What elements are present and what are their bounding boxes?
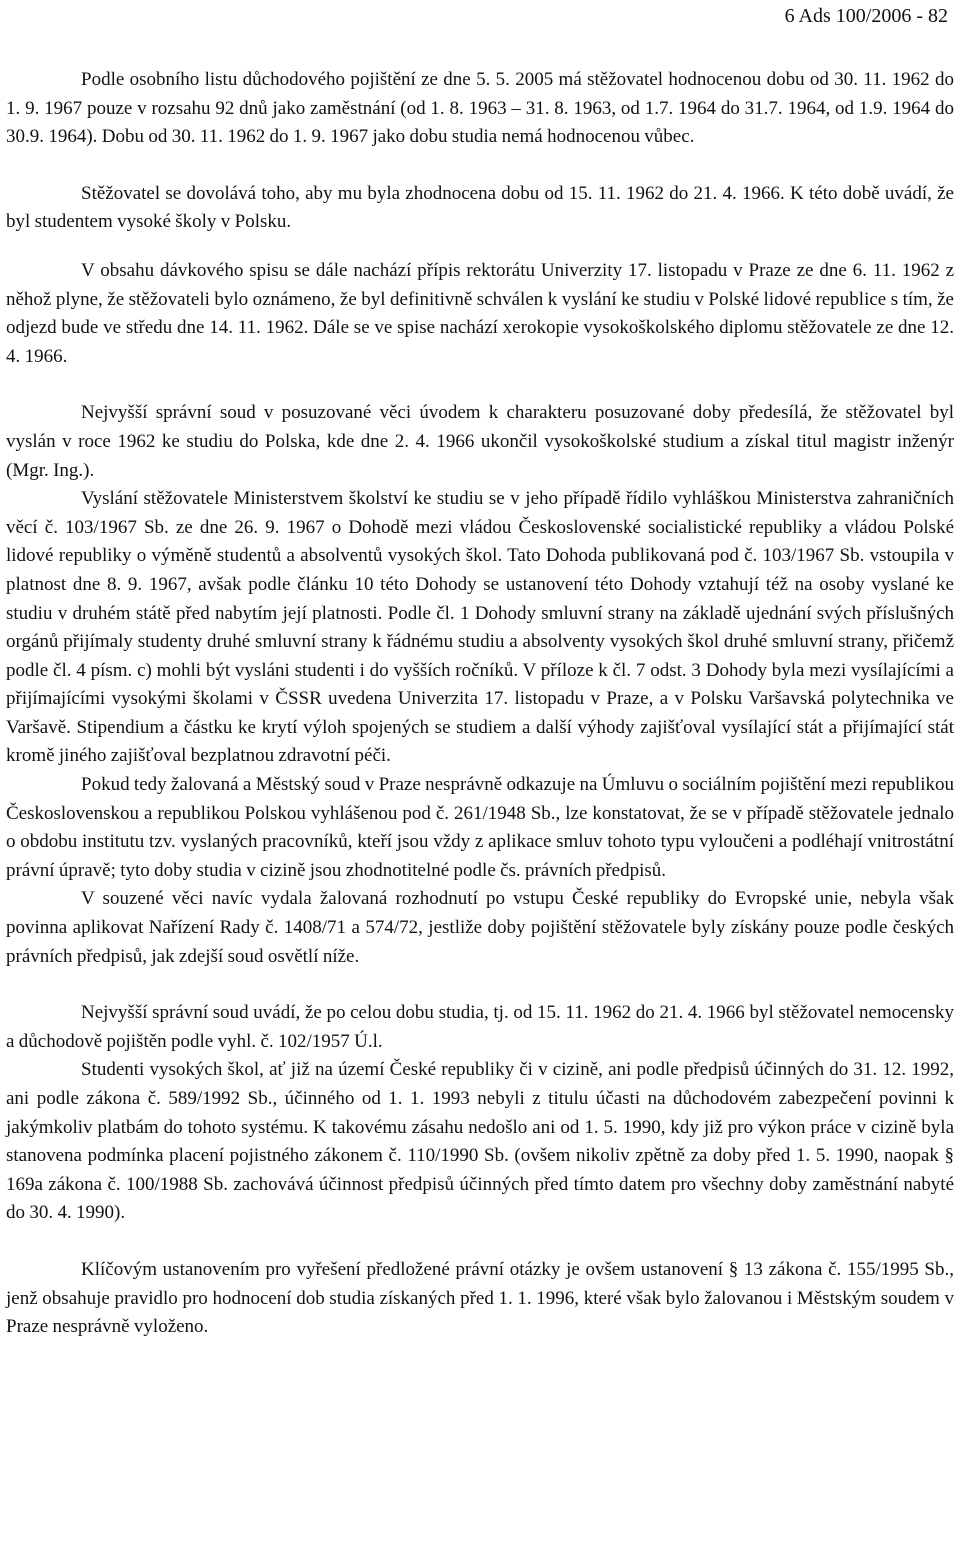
paragraph-benefit-file: V obsahu dávkového spisu se dále nachází přípis rektorátu Univerzity 17. listopadu v Praze ze dne 6. 11. 1962 z něhož plyne, že stěžovateli bylo oznámeno, že byl definitivně schválen k vyslání ke studiu v Polské lidové republice s tím, že odjezd bude ve středu dne 14. 11. 1962. Dále se ve spise nachází xerokopie vysokoškolského diplomu stěžovatele ze dne 12. 4. 1966.: [6, 259, 954, 367]
paragraph-eu-regulation: V souzené věci navíc vydala žalovaná rozhodnutí po vstupu České republiky do Evropské unie, nebyla však povinna aplikovat Nařízení Rady č. 1408/71 a 574/72, jestliže doby pojištění stěžovatele byly získány pouze podle českých právních předpisů, jak zdejší soud osvětlí níže.: [6, 888, 954, 967]
document-body: [6, 66, 954, 1342]
paragraph-students-contributions: Studenti vysokých škol, ať již na území České republiky či v cizině, ani podle předpisů účinných do 31. 12. 1992, ani podle zákona č. 589/1992 Sb., účinného od 1. 1. 1993 nebyli z titulu účasti na důchodovém zabezpečení povinni k jakýmkoliv platbám do tohoto systému. K takovému zásahu nedošlo ani od 1. 5. 1990, kdy již pro výkon práce v cizině byla stanovena podmínka placení pojistného zákonem č. 110/1990 Sb. (ovšem nikoliv zpětně za doby před 1. 5. 1990, naopak § 169a zákona č. 100/1988 Sb. zachovává účinnost předpisů účinných před tímto datem pro všechny doby zaměstnání nabyté do 30. 4. 1990).: [6, 1059, 954, 1224]
document-reference: 6 Ads 100/2006 - 82: [784, 5, 948, 27]
paragraph-complainant-claim: Stěžovatel se dovolává toho, aby mu byla zhodnocena dobu od 15. 11. 1962 do 21. 4. 1966. K této době uvádí, že byl studentem vysoké školy v Polsku.: [6, 182, 954, 233]
paragraph-court-preface: Nejvyšší správní soud v posuzované věci úvodem k charakteru posuzované doby předesílá, že stěžovatel byl vyslán v roce 1962 ke studiu do Polska, kde dne 2. 4. 1966 ukončil vysokoškolské studium a získal titul magistr inženýr (Mgr. Ing.).: [6, 402, 954, 481]
paragraph-pension-record: Podle osobního listu důchodového pojištění ze dne 5. 5. 2005 má stěžovatel hodnocenou dobu od 30. 11. 1962 do 1. 9. 1967 pouze v rozsahu 92 dnů jako zaměstnání (od 1. 8. 1963 – 31. 8. 1963, od 1.7. 1964 do 31.7. 1964, od 1.9. 1964 do 30.9. 1964). Dobu od 30. 11. 1962 do 1. 9. 1967 jako dobu studia nemá hodnocenou vůbec.: [6, 69, 954, 148]
paragraph-study-agreement: Vyslání stěžovatele Ministerstvem školství ke studiu se v jeho případě řídilo vyhláškou Ministerstva zahraničních věcí č. 103/1967 Sb. ze dne 26. 9. 1967 o Dohodě mezi vládou Československé socialistické republiky a vládou Polské lidové republiky o výměně studentů a absolventů vysokých škol. Tato Dohoda publikovaná pod č. 103/1967 Sb. vstoupila v platnost dne 8. 9. 1967, avšak podle článku 10 této Dohody se ustanovení této Dohody vztahují též na osoby vyslané ke studiu v druhém státě před nabytím její platnosti. Podle čl. 1 Dohody smluvní strany na základě ujednání svých příslušných orgánů přijímaly studenty druhé smluvní strany k řádnému studiu a absolventy vysokých škol druhé smluvní strany, přičemž podle čl. 4 písm. c) mohli být vysláni studenti i do vyšších ročníků. V příloze k čl. 7 odst. 3 Dohody byla mezi vysílajícími a přijímajícími vysokými školami v ČSSR uvedena Univerzita 17. listopadu v Praze, a v Polsku Varšavská polytechnika ve Varšavě. Stipendium a částku ke krytí výloh spojených se studiem a další výhody zajišťoval vysílající stát a přijímající stát kromě jiného zajišťoval bezplatnou zdravotní péči.: [6, 488, 954, 767]
paragraph-key-provision: Klíčovým ustanovením pro vyřešení předložené právní otázky je ovšem ustanovení § 13 zákona č. 155/1995 Sb., jenž obsahuje pravidlo pro hodnocení dob studia získaných před 1. 1. 1996, které však bylo žalovanou i Městským soudem v Praze nesprávně vyloženo.: [6, 1258, 954, 1338]
paragraph-insurance-status: Nejvyšší správní soud uvádí, že po celou dobu studia, tj. od 15. 11. 1962 do 21. 4. 1966 byl stěžovatel nemocensky a důchodově pojištěn podle vyhl. č. 102/1957 Ú.l.: [6, 1002, 954, 1052]
paragraph-convention: Pokud tedy žalovaná a Městský soud v Praze nesprávně odkazuje na Úmluvu o sociálním pojištění mezi republikou Československou a republikou Polskou vyhlášenou pod č. 261/1948 Sb., lze konstatovat, že se v případě stěžovatele jednalo o obdobu institutu tzv. vyslaných pracovníků, kteří jsou vždy z aplikace smluv tohoto typu vyloučeni a podléhají vnitrostátní právní úpravě; tyto doby studia v cizině jsou zhodnotitelné podle čs. právních předpisů.: [6, 774, 954, 881]
